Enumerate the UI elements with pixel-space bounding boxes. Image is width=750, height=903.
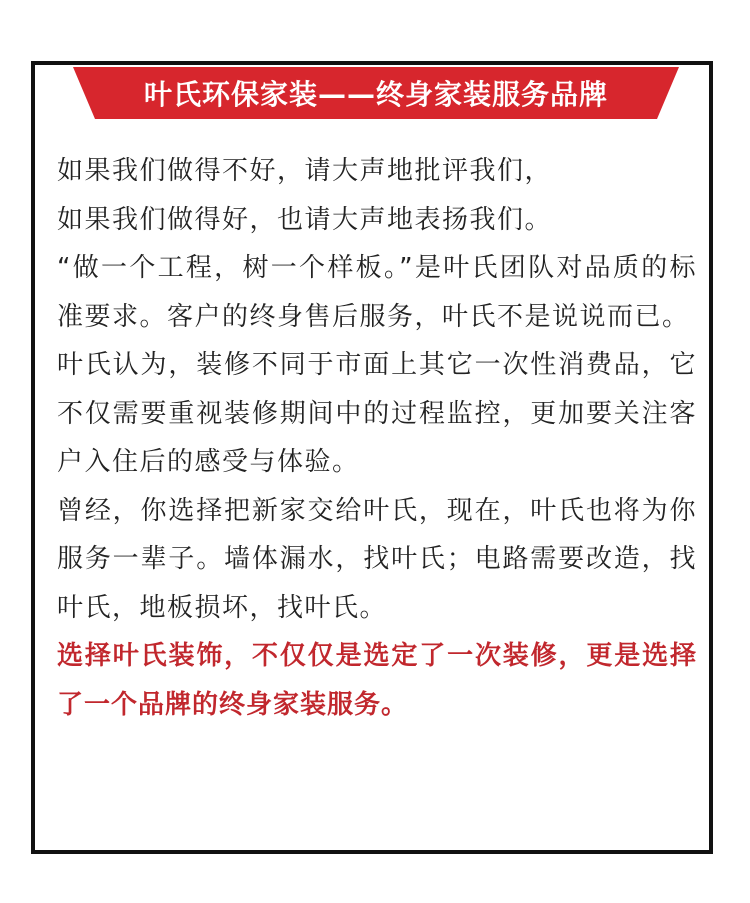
- content-frame: [31, 61, 713, 854]
- paragraph-quality-standard: “做一个工程，树一个样板。”是叶氏团队对品质的标准要求。客户的终身售后服务，叶氏不是说说而已。: [57, 253, 697, 332]
- paragraph-lifetime-service: 曾经，你选择把新家交给叶氏，现在，叶氏也将为你服务一辈子。墙体漏水，找叶氏；电路需要改造，找叶氏，地板损坏，找叶氏。: [57, 495, 697, 623]
- paragraph-criticism: 如果我们做得不好，请大声地批评我们，: [57, 156, 553, 186]
- banner-title: 叶氏环保家装——终身家装服务品牌: [143, 78, 608, 111]
- paragraph-after-sales: 叶氏认为，装修不同于市面上其它一次性消费品，它不仅需要重视装修期间中的过程监控，更加要关注客户入住后的感受与体验。: [57, 350, 697, 477]
- title-banner: [73, 67, 679, 119]
- article-body: [57, 147, 697, 729]
- closing-statement: 选择叶氏装饰，不仅仅是选定了一次装修，更是选择了一个品牌的终身家装服务。: [57, 641, 697, 720]
- paragraph-praise: 如果我们做得好，也请大声地表扬我们。: [57, 204, 553, 235]
